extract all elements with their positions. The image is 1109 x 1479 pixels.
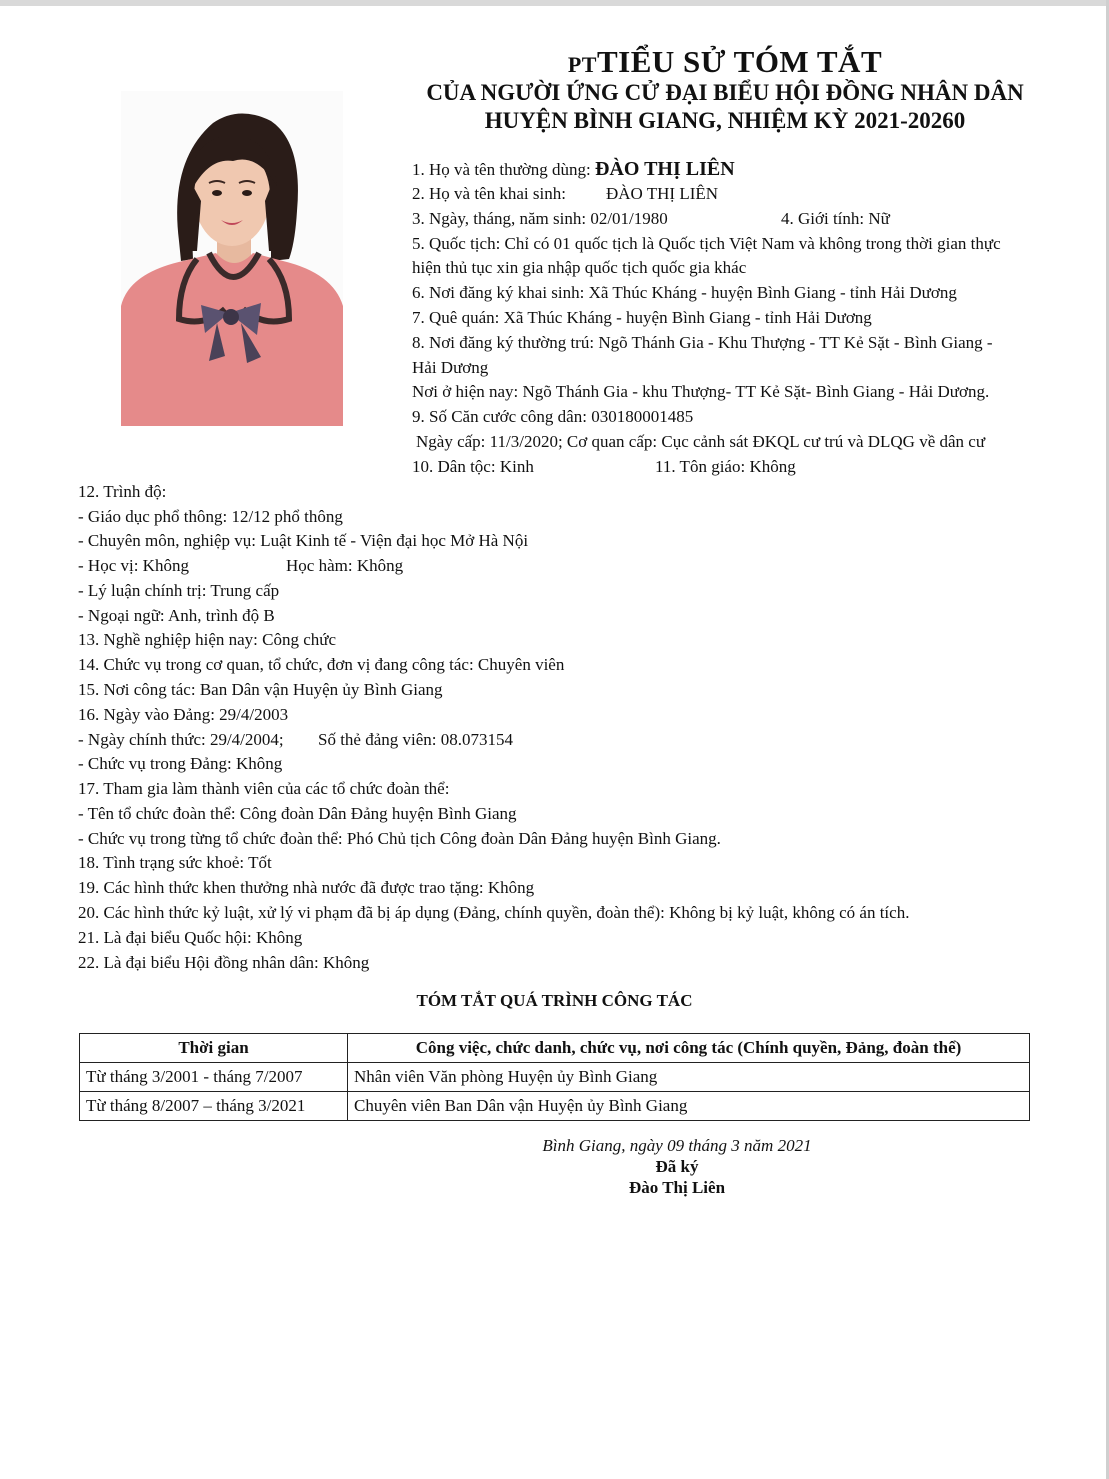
common-name-label: 1. Họ và tên thường dùng: [412, 160, 591, 179]
hometown: 7. Quê quán: Xã Thúc Kháng - huyện Bình Giang - tỉnh Hải Dương [412, 308, 872, 327]
id-issue: Ngày cấp: 11/3/2020; Cơ quan cấp: Cục cảnh sát ĐKQL cư trú và DLQG về dân cư [416, 432, 986, 451]
table-header-row [80, 1034, 1030, 1063]
id-number: 9. Số Căn cước công dân: 030180001485 [412, 407, 694, 426]
detail-line: 13. Nghề nghiệp hiện nay: Công chức [78, 630, 337, 649]
detail-line: 17. Tham gia làm thành viên của các tổ chức đoàn thể: [78, 779, 450, 798]
common-name-line [412, 158, 735, 181]
signature-date: Bình Giang, ngày 09 tháng 3 năm 2021 [542, 1136, 812, 1155]
page-top-edge [0, 0, 1109, 6]
detail-line: 12. Trình độ: [78, 482, 167, 501]
detail-line: - Giáo dục phổ thông: 12/12 phổ thông [78, 507, 343, 526]
document-title [340, 44, 1109, 80]
detail-line: - Chức vụ trong từng tổ chức đoàn thể: Phó Chủ tịch Công đoàn Dân Đảng huyện Bình Giang. [78, 829, 721, 848]
table-row [80, 1092, 1030, 1121]
signature-status: Đã ký [655, 1157, 699, 1176]
ethnicity: 10. Dân tộc: Kinh [412, 457, 534, 476]
permanent-residence-1: 8. Nơi đăng ký thường trú: Ngõ Thánh Gia - Khu Thượng - TT Kẻ Sặt - Bình Giang - [412, 333, 993, 352]
detail-line: - Chức vụ trong Đảng: Không [78, 754, 283, 773]
document-subtitle-1: CỦA NGƯỜI ỨNG CỬ ĐẠI BIỂU HỘI ĐỒNG NHÂN DÂN [426, 80, 1024, 105]
common-name-value: ĐÀO THỊ LIÊN [595, 158, 735, 180]
nationality-line-1: 5. Quốc tịch: Chỉ có 01 quốc tịch là Quốc tịch Việt Nam và không trong thời gian thực [412, 234, 1001, 253]
column-header-period: Thời gian [80, 1034, 348, 1063]
detail-line: - Tên tổ chức đoàn thể: Công đoàn Dân Đảng huyện Bình Giang [78, 804, 517, 823]
permanent-residence-2: Hải Dương [412, 358, 489, 377]
date-of-birth: 3. Ngày, tháng, năm sinh: 02/01/1980 [412, 209, 668, 228]
detail-line: 18. Tình trạng sức khoẻ: Tốt [78, 853, 272, 872]
detail-line: 14. Chức vụ trong cơ quan, tổ chức, đơn vị đang công tác: Chuyên viên [78, 655, 565, 674]
signer-name: Đào Thị Liên [628, 1178, 726, 1197]
detail-line: 15. Nơi công tác: Ban Dân vận Huyện ủy Bình Giang [78, 680, 443, 699]
detail-line: 20. Các hình thức kỷ luật, xử lý vi phạm đã bị áp dụng (Đảng, chính quyền, đoàn thể): Không bị kỷ luật, không có án tích. [78, 903, 910, 922]
religion: 11. Tôn giáo: Không [655, 457, 796, 476]
table-cell-period: Từ tháng 8/2007 – tháng 3/2021 [80, 1092, 348, 1121]
document-subtitle-2: HUYỆN BÌNH GIANG, NHIỆM KỲ 2021-20260 [484, 108, 966, 133]
birth-name-value: ĐÀO THỊ LIÊN [606, 184, 719, 203]
detail-line: - Học vị: Không [78, 556, 189, 575]
title-prefix: PT [567, 52, 597, 77]
title-main: TIỂU SỬ TÓM TẮT [596, 44, 883, 79]
academic-rank: Học hàm: Không [286, 556, 404, 575]
detail-line: 19. Các hình thức khen thưởng nhà nước đã được trao tặng: Không [78, 878, 535, 897]
work-history-table [79, 1033, 1030, 1121]
detail-line: 21. Là đại biểu Quốc hội: Không [78, 928, 303, 947]
nationality-line-2: hiện thủ tục xin gia nhập quốc tịch quốc gia khác [412, 258, 747, 277]
current-residence: Nơi ở hiện nay: Ngõ Thánh Gia - khu Thượng- TT Kẻ Sặt- Bình Giang - Hải Dương. [412, 382, 990, 401]
detail-line: 22. Là đại biểu Hội đồng nhân dân: Không [78, 953, 370, 972]
detail-line: - Lý luận chính trị: Trung cấp [78, 581, 280, 600]
gender: 4. Giới tính: Nữ [781, 209, 890, 228]
candidate-portrait-photo [121, 91, 343, 426]
party-card-number: Số thẻ đảng viên: 08.073154 [318, 730, 514, 749]
detail-line: 16. Ngày vào Đảng: 29/4/2003 [78, 705, 289, 724]
column-header-position: Công việc, chức danh, chức vụ, nơi công tác (Chính quyền, Đảng, đoàn thể) [348, 1034, 1030, 1063]
table-cell-position: Nhân viên Văn phòng Huyện ủy Bình Giang [348, 1063, 1030, 1092]
birth-name-label: 2. Họ và tên khai sinh: [412, 184, 566, 203]
table-cell-position: Chuyên viên Ban Dân vận Huyện ủy Bình Giang [348, 1092, 1030, 1121]
table-row [80, 1063, 1030, 1092]
birth-registration: 6. Nơi đăng ký khai sinh: Xã Thúc Kháng - huyện Bình Giang - tỉnh Hải Dương [412, 283, 957, 302]
detail-line: - Chuyên môn, nghiệp vụ: Luật Kinh tế - Viện đại học Mở Hà Nội [78, 531, 529, 550]
table-cell-period: Từ tháng 3/2001 - tháng 7/2007 [80, 1063, 348, 1092]
detail-line: - Ngoại ngữ: Anh, trình độ B [78, 606, 275, 625]
work-history-title: TÓM TẮT QUÁ TRÌNH CÔNG TÁC [416, 991, 693, 1010]
detail-line: - Ngày chính thức: 29/4/2004; [78, 730, 284, 749]
